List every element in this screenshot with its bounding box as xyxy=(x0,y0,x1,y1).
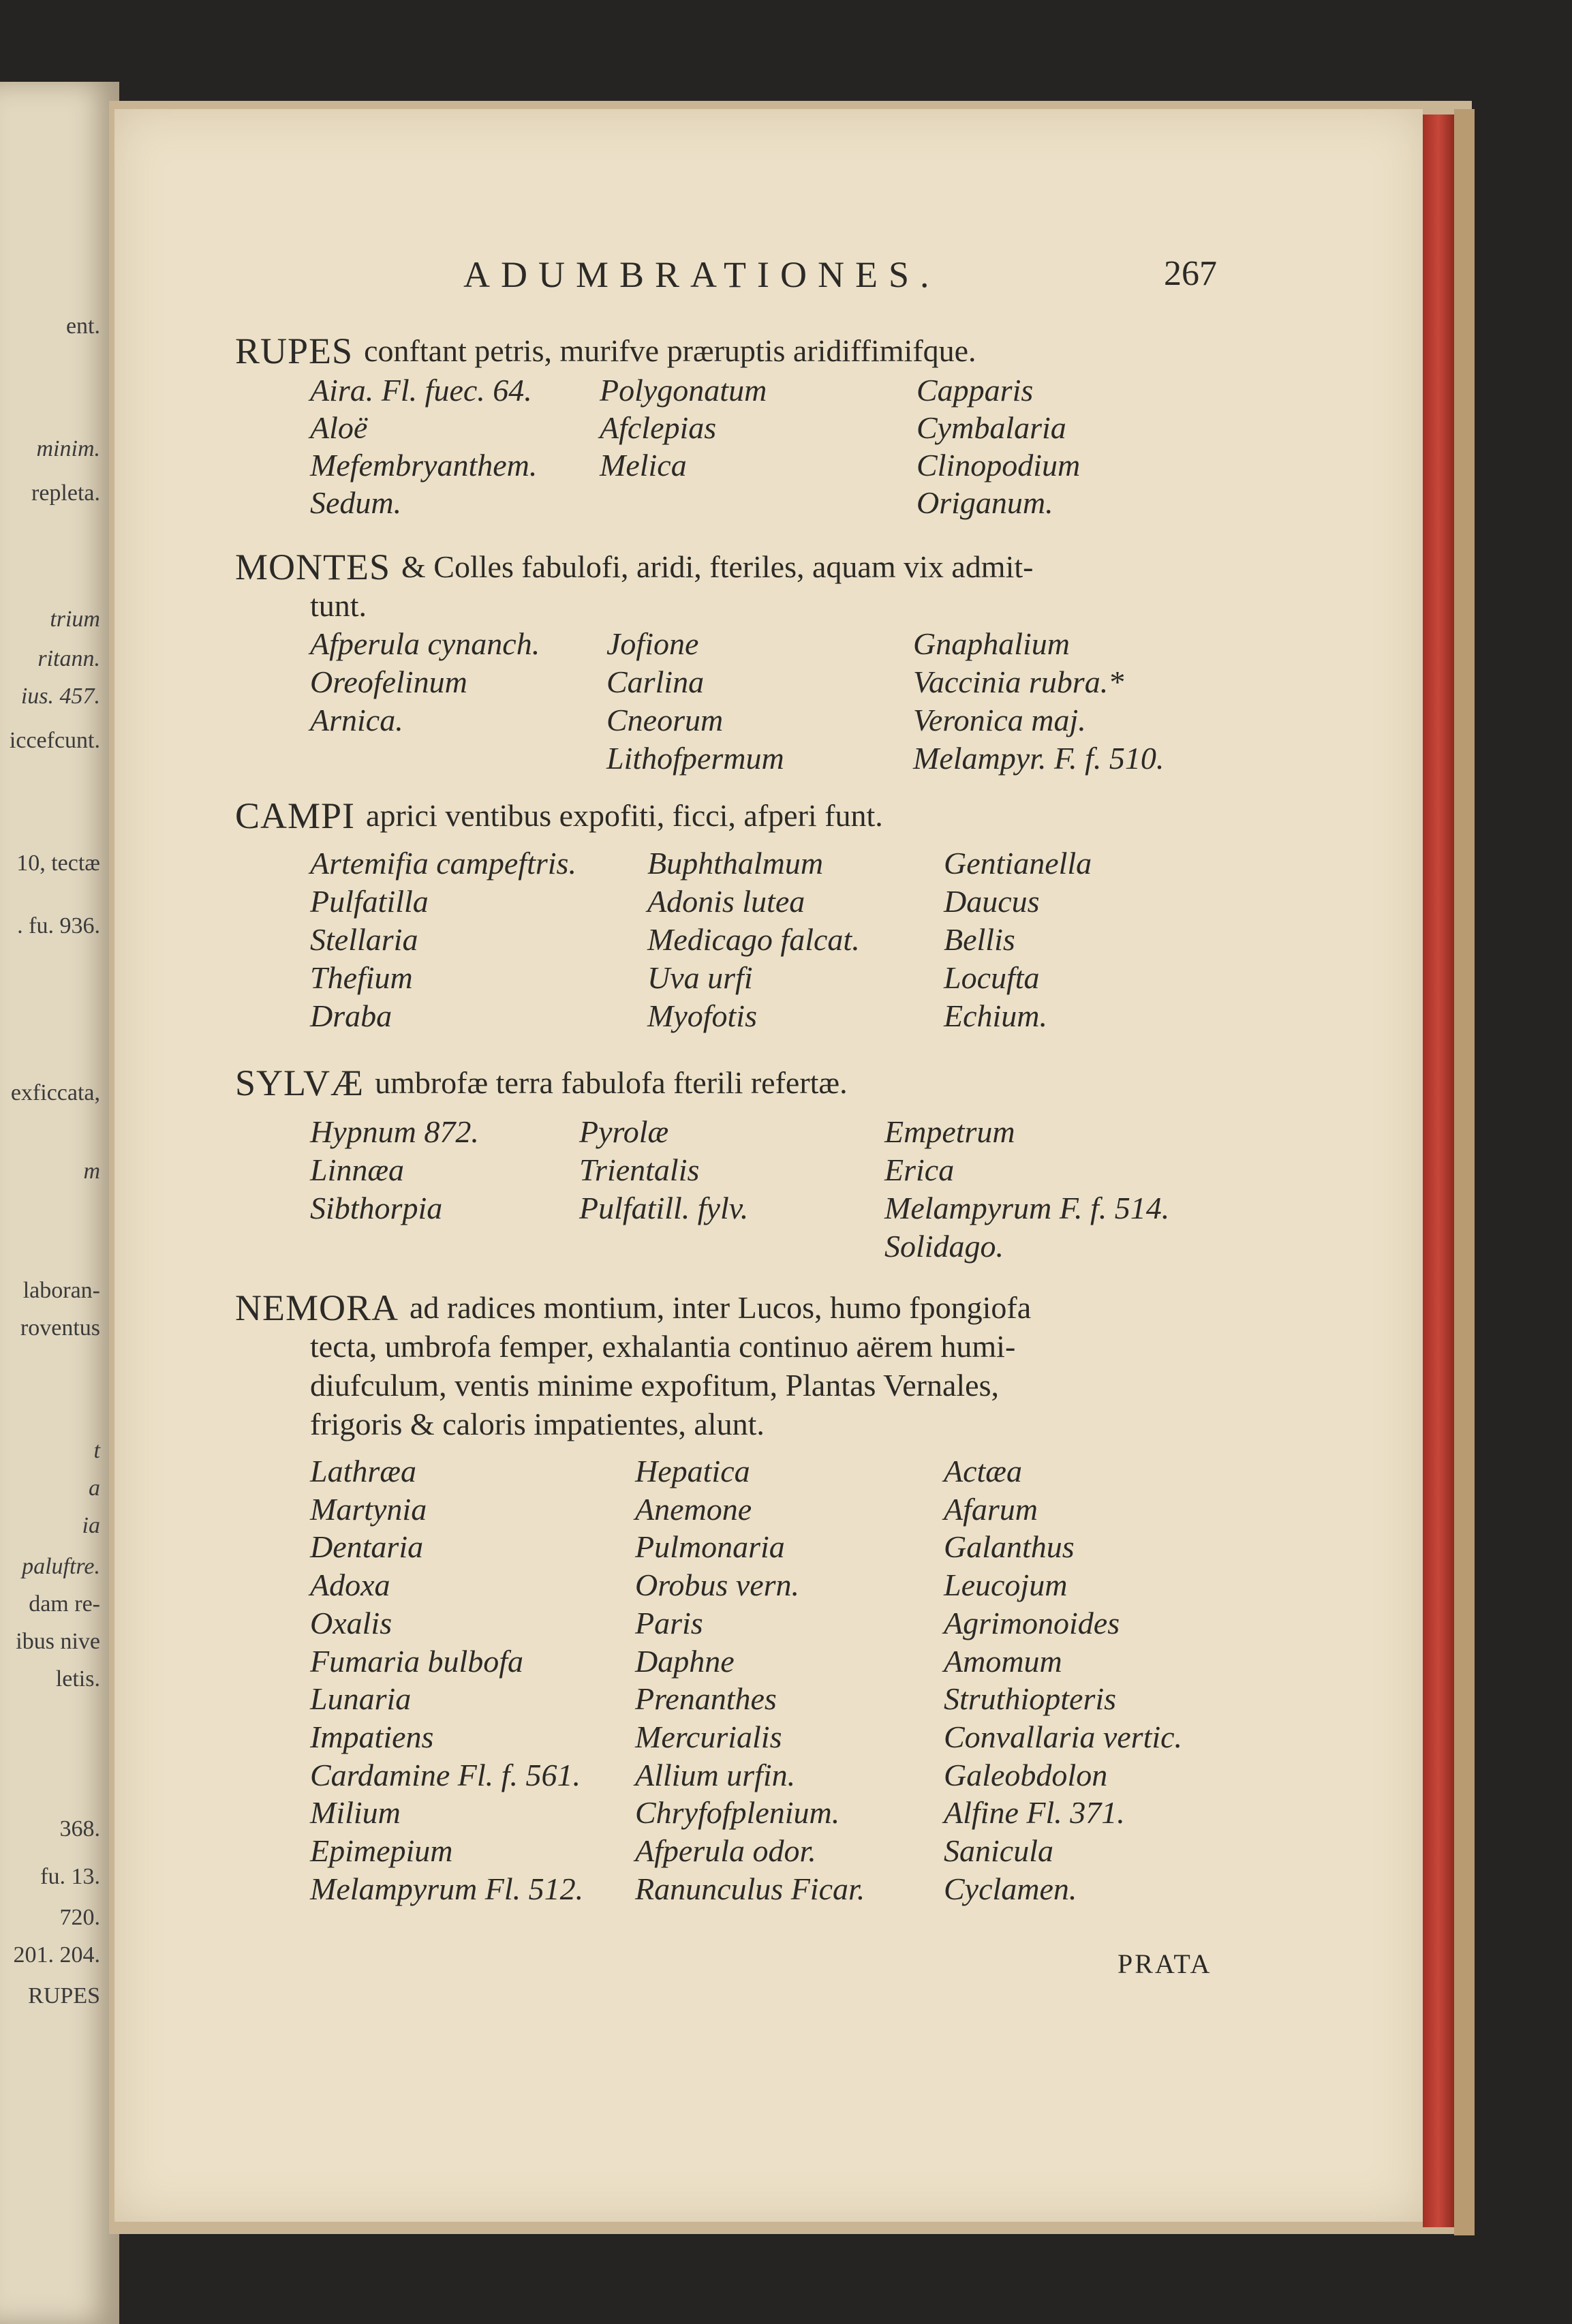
plant-name: Chryfofplenium. xyxy=(635,1795,840,1830)
left-page-fragment: paluftre. xyxy=(22,1554,100,1579)
plant-name: Solidago. xyxy=(884,1229,1004,1264)
plant-name: Galanthus xyxy=(944,1529,1075,1564)
section-heading-rupes: RUPES xyxy=(235,331,354,371)
left-page-fragment: trium xyxy=(50,607,100,632)
plant-name: Trientalis xyxy=(579,1152,700,1187)
plant-name: Aira. Fl. fuec. 64. xyxy=(310,373,532,408)
plant-name: Thefium xyxy=(310,960,413,995)
plant-name: Dentaria xyxy=(310,1529,424,1564)
plant-name: Convallaria vertic. xyxy=(944,1719,1183,1754)
left-page-fragment: ius. 457. xyxy=(20,684,100,709)
left-page-fragment: exficcata, xyxy=(10,1080,100,1105)
section-heading-nemora: NEMORA xyxy=(235,1287,399,1328)
plant-name: Vaccinia rubra.* xyxy=(913,664,1124,699)
plant-name: Aloë xyxy=(310,410,368,445)
plant-name: Lunaria xyxy=(310,1681,412,1716)
plant-name: Hypnum 872. xyxy=(310,1114,479,1149)
plant-name: Daucus xyxy=(944,884,1040,919)
plant-name: Draba xyxy=(310,998,392,1033)
section-text-line: umbrofæ terra fabulofa fterili refertæ. xyxy=(375,1065,848,1100)
plant-name: Erica xyxy=(884,1152,955,1187)
section-heading-sylvae: SYLVÆ xyxy=(235,1062,365,1103)
left-page-fragment: m xyxy=(83,1159,100,1184)
plant-name: Linnæa xyxy=(310,1152,405,1187)
left-page-fragment: ent. xyxy=(65,314,100,339)
plant-name: Oxalis xyxy=(310,1606,392,1640)
plant-name: Orobus vern. xyxy=(635,1568,800,1602)
plant-name: Melica xyxy=(600,448,687,483)
plant-name: Myofotis xyxy=(647,998,757,1033)
plant-name: Buphthalmum xyxy=(647,846,824,881)
plant-name: Struthiopteris xyxy=(944,1681,1117,1716)
section-text-line: tecta, umbrofa femper, exhalantia continuo aërem humi- xyxy=(310,1329,1016,1364)
plant-name: Alfine Fl. 371. xyxy=(944,1795,1125,1830)
plant-name: Afperula cynanch. xyxy=(310,626,540,661)
plant-name: Bellis xyxy=(944,922,1015,957)
plant-name: Carlina xyxy=(606,664,705,699)
left-page-fragment: . fu. 936. xyxy=(17,913,100,938)
plant-name: Pyrolæ xyxy=(579,1114,669,1149)
left-page-fragment: letis. xyxy=(55,1666,100,1692)
plant-name: Locufta xyxy=(944,960,1040,995)
plant-name: Ranunculus Ficar. xyxy=(635,1871,865,1906)
section-text-line: & Colles fabulofi, aridi, fteriles, aquam vix admit- xyxy=(401,549,1034,584)
running-head: ADUMBRATIONES. xyxy=(463,254,940,295)
catchword: PRATA xyxy=(1118,1948,1212,1979)
plant-name: Leucojum xyxy=(944,1568,1068,1602)
plant-name: Anemone xyxy=(635,1492,752,1527)
plant-name: Melampyrum Fl. 512. xyxy=(310,1871,584,1906)
section-heading-campi: CAMPI xyxy=(235,795,356,836)
section-text-line: tunt. xyxy=(310,588,367,623)
plant-name: Daphne xyxy=(635,1644,735,1679)
plant-name: Adonis lutea xyxy=(647,884,805,919)
left-page-fragment: 201. 204. xyxy=(13,1942,100,1968)
plant-name: Polygonatum xyxy=(600,373,767,408)
left-page-fragment: ritann. xyxy=(37,646,100,671)
plant-name: Clinopodium xyxy=(916,448,1081,483)
plant-name: Stellaria xyxy=(310,922,418,957)
book-cover-edge xyxy=(1454,109,1475,2235)
plant-name: Prenanthes xyxy=(635,1681,777,1716)
section-text-line: frigoris & caloris impatientes, alunt. xyxy=(310,1407,765,1441)
plant-name: Martynia xyxy=(310,1492,427,1527)
plant-name: Medicago falcat. xyxy=(647,922,860,957)
plant-name: Cardamine Fl. f. 561. xyxy=(310,1758,581,1792)
plant-name: Galeobdolon xyxy=(944,1758,1108,1792)
plant-name: Fumaria bulbofa xyxy=(310,1644,524,1679)
plant-name: Lathræa xyxy=(310,1454,416,1488)
plant-name: Arnica. xyxy=(310,703,403,737)
section-heading-montes: MONTES xyxy=(235,547,391,587)
plant-name: Sedum. xyxy=(310,485,402,520)
plant-name: Paris xyxy=(635,1606,703,1640)
plant-name: Cneorum xyxy=(606,703,724,737)
section-text-line: diufculum, ventis minime expofitum, Plantas Vernales, xyxy=(310,1368,999,1403)
plant-name: Lithofpermum xyxy=(606,741,784,776)
plant-name: Veronica maj. xyxy=(913,703,1086,737)
left-page-fragment: t xyxy=(93,1438,100,1463)
left-page-fragment: ibus nive xyxy=(16,1629,100,1654)
plant-name: Pulfatill. fylv. xyxy=(579,1191,749,1225)
section-text-line: ad radices montium, inter Lucos, humo fpongiofa xyxy=(410,1290,1032,1325)
plant-name: Sibthorpia xyxy=(310,1191,443,1225)
page-number: 267 xyxy=(1164,254,1217,293)
section-text-line: conftant petris, murifve præruptis aridiffimifque. xyxy=(364,333,976,368)
left-page-fragment: fu. 13. xyxy=(40,1864,100,1889)
plant-name: Empetrum xyxy=(884,1114,1015,1149)
red-page-edge xyxy=(1423,114,1454,2227)
plant-name: Epimepium xyxy=(310,1833,453,1868)
plant-name: Gnaphalium xyxy=(913,626,1070,661)
left-page-fragment: minim. xyxy=(36,436,100,461)
left-page-fragment: ia xyxy=(82,1513,100,1538)
plant-name: Artemifia campeftris. xyxy=(310,846,576,881)
left-page-fragment: iccefcunt. xyxy=(9,728,100,753)
left-page-fragment: repleta. xyxy=(31,480,100,506)
left-page-fragment: 10, tectæ xyxy=(16,851,100,876)
left-page-fragment: RUPES xyxy=(28,1983,100,2008)
plant-name: Uva urfi xyxy=(647,960,753,995)
plant-name: Echium. xyxy=(944,998,1048,1033)
plant-name: Jofione xyxy=(606,626,699,661)
plant-name: Amomum xyxy=(944,1644,1062,1679)
plant-name: Cymbalaria xyxy=(916,410,1066,445)
plant-name: Afperula odor. xyxy=(635,1833,816,1868)
plant-name: Impatiens xyxy=(310,1719,434,1754)
plant-name: Afarum xyxy=(944,1492,1038,1527)
plant-name: Gentianella xyxy=(944,846,1092,881)
left-page-edge xyxy=(0,82,119,2324)
plant-name: Allium urfin. xyxy=(635,1758,796,1792)
plant-name: Pulfatilla xyxy=(310,884,429,919)
left-page-fragment: dam re- xyxy=(29,1591,100,1617)
plant-name: Mefembryanthem. xyxy=(310,448,538,483)
plant-name: Actæa xyxy=(944,1454,1022,1488)
left-page-fragment: laboran- xyxy=(22,1278,100,1303)
plant-name: Mercurialis xyxy=(635,1719,782,1754)
left-page-fragment: 720. xyxy=(59,1905,100,1930)
plant-name: Origanum. xyxy=(916,485,1053,520)
plant-name: Hepatica xyxy=(635,1454,750,1488)
plant-name: Adoxa xyxy=(310,1568,390,1602)
left-page-fragment: a xyxy=(89,1476,100,1501)
left-page-fragment: roventus xyxy=(20,1315,100,1341)
plant-name: Pulmonaria xyxy=(635,1529,785,1564)
section-text-line: aprici ventibus expofiti, ficci, afperi funt. xyxy=(366,798,883,833)
plant-name: Melampyrum F. f. 514. xyxy=(884,1191,1170,1225)
plant-name: Afclepias xyxy=(600,410,717,445)
left-page-fragment: 368. xyxy=(59,1816,100,1841)
plant-name: Capparis xyxy=(916,373,1034,408)
plant-name: Milium xyxy=(310,1795,401,1830)
plant-name: Oreofelinum xyxy=(310,664,467,699)
plant-name: Sanicula xyxy=(944,1833,1053,1868)
plant-name: Cyclamen. xyxy=(944,1871,1077,1906)
plant-name: Melampyr. F. f. 510. xyxy=(913,741,1165,776)
plant-name: Agrimonoides xyxy=(944,1606,1120,1640)
